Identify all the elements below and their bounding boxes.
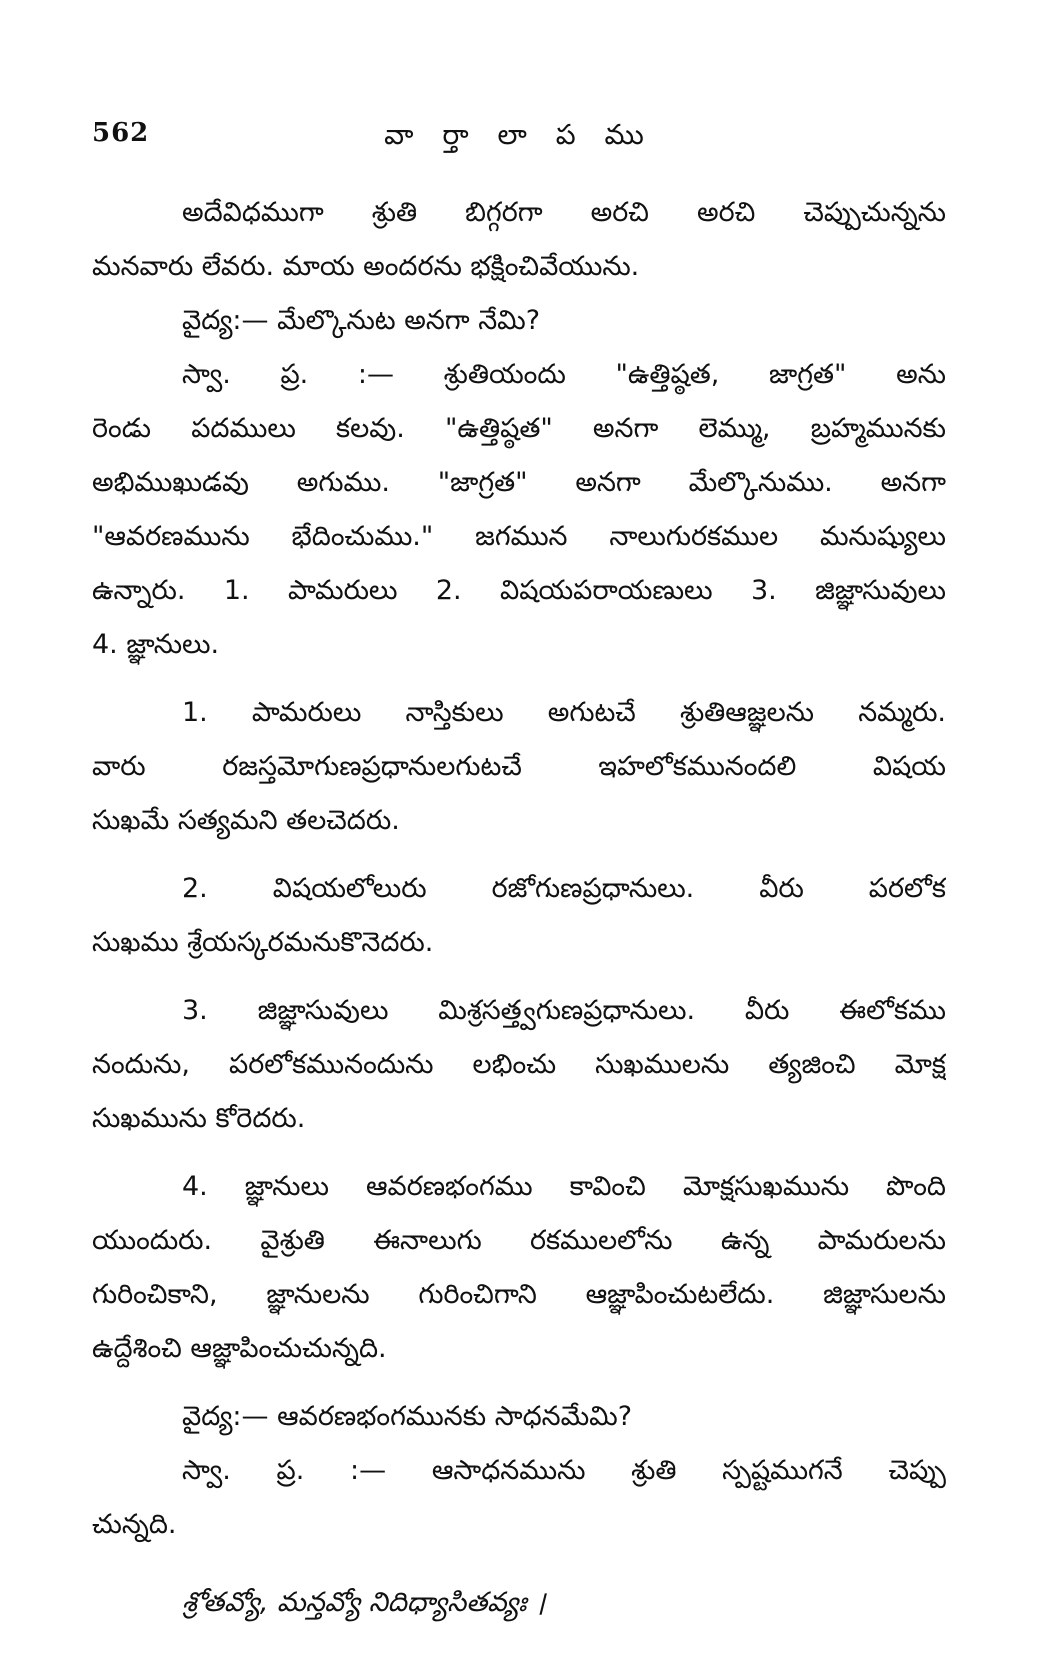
text-line: రెండు పదములు కలవు. "ఉత్తిష్ఠత" అనగా లెమ్ము, బ్రహ్మమునకు bbox=[92, 413, 946, 444]
text-line: వైద్య:— ఆవరణభంగమునకు సాధనమేమి? bbox=[182, 1401, 633, 1432]
text-line: స్వా. ప్ర. :— ఆసాధనమును శ్రుతి స్పష్టముగనే చెప్పు bbox=[182, 1455, 946, 1486]
text-line: ఉన్నారు. 1. పామరులు 2. విషయపరాయణులు 3. జిజ్ఞాసువులు bbox=[92, 575, 946, 606]
text-line: అదేవిధముగా శ్రుతి బిగ్గరగా అరచి అరచి చెప్పుచున్నను bbox=[182, 197, 946, 228]
text-line: గురించికాని, జ్ఞానులను గురించిగాని ఆజ్ఞాపించుటలేదు. జిజ్ఞాసులను bbox=[92, 1279, 946, 1310]
text-line: 4. జ్ఞానులు. bbox=[92, 629, 220, 660]
text-line: నందును, పరలోకమునందును లభించు సుఖములను త్యజించి మోక్ష bbox=[92, 1049, 946, 1080]
page-number: 562 bbox=[92, 118, 150, 148]
text-line: స్వా. ప్ర. :— శ్రుతియందు "ఉత్తిష్ఠత, జాగ్రత" అను bbox=[182, 359, 946, 390]
text-line: చున్నది. bbox=[92, 1509, 177, 1540]
text-line: 1. పామరులు నాస్తికులు అగుటచే శ్రుతిఆజ్ఞలను నమ్మరు. bbox=[182, 697, 946, 728]
text-line: ఉద్దేశించి ఆజ్ఞాపించుచున్నది. bbox=[92, 1333, 387, 1364]
text-line: సుఖమే సత్యమని తలచెదరు. bbox=[92, 805, 400, 836]
page-body bbox=[92, 186, 946, 1630]
page-header bbox=[92, 118, 946, 158]
text-line: సుఖము శ్రేయస్కరమనుకొనెదరు. bbox=[92, 927, 434, 958]
text-line: యుందురు. వైశ్రుతి ఈనాలుగు రకములలోను ఉన్న పామరులను bbox=[92, 1225, 946, 1256]
text-line: 4. జ్ఞానులు ఆవరణభంగము కావించి మోక్షసుఖమును పొంది bbox=[182, 1171, 946, 1202]
text-line: అభిముఖుడవు అగుము. "జాగ్రత" అనగా మేల్కొనుము. అనగా bbox=[92, 467, 946, 498]
text-line: 3. జిజ్ఞాసువులు మిశ్రసత్త్వగుణప్రధానులు. వీరు ఈలోకము bbox=[182, 995, 946, 1026]
running-title: వా ర్తా లా ప ము bbox=[384, 118, 654, 151]
text-line: వైద్య:— మేల్కొనుట అనగా నేమి? bbox=[182, 305, 541, 336]
text-line: వారు రజస్తమోగుణప్రధానులగుటచే ఇహలోకమునందలి విషయ bbox=[92, 751, 946, 782]
text-line: మనవారు లేవరు. మాయ అందరను భక్షించివేయును. bbox=[92, 251, 640, 282]
text-line: 2. విషయలోలురు రజోగుణప్రధానులు. వీరు పరలోక bbox=[182, 873, 946, 904]
verse-line: శ్రోతవ్యో, మన్తవ్యో నిదిధ్యాసితవ్యః । bbox=[182, 1587, 546, 1618]
text-line: సుఖమును కోరెదరు. bbox=[92, 1103, 306, 1134]
text-line: "ఆవరణమును భేదించుము." జగమున నాలుగురకముల మనుష్యులు bbox=[92, 521, 946, 552]
